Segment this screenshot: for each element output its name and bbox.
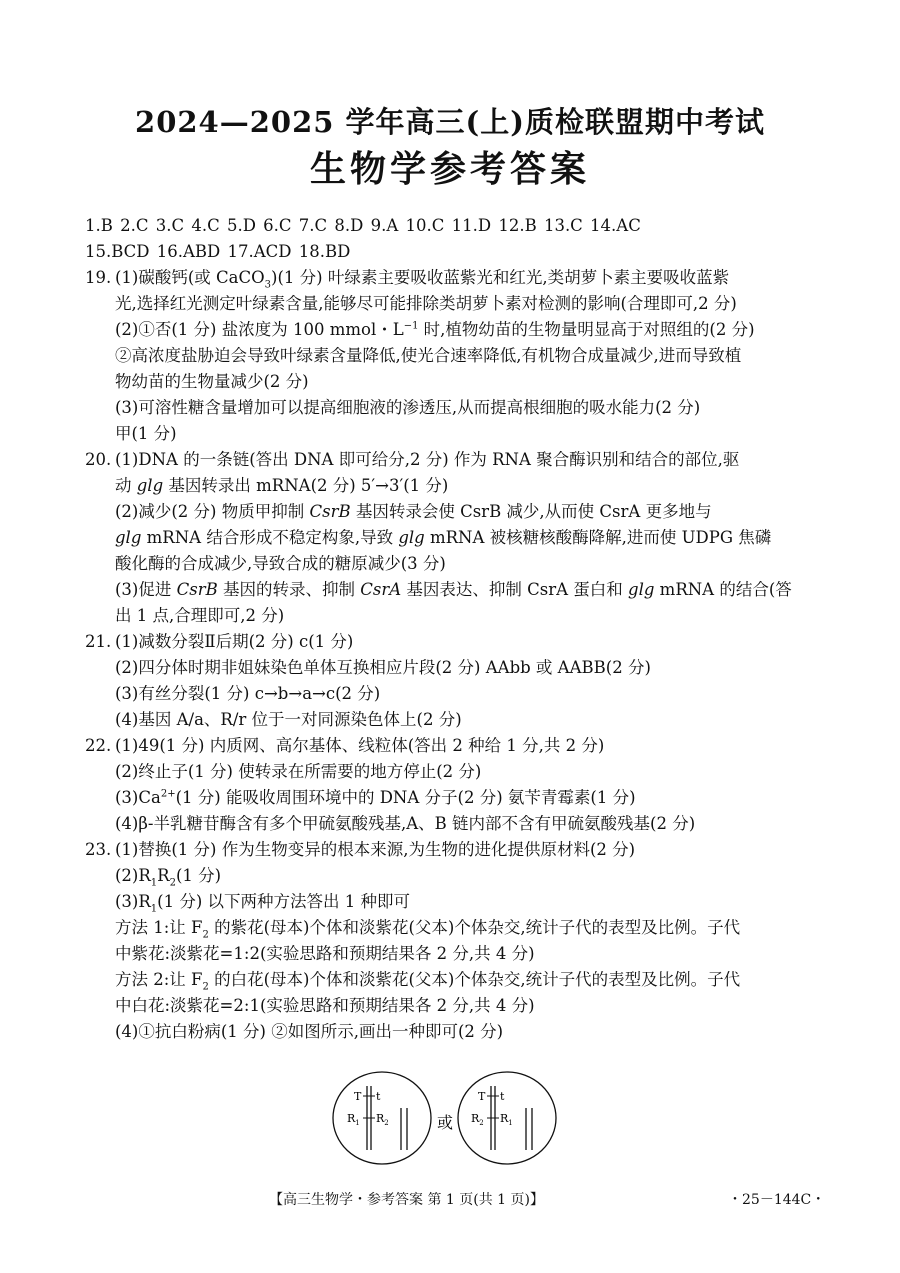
q19-line4: ②高浓度盐胁迫会导致叶绿素含量降低,使光合速率降低,有机物合成量减少,进而导致植 xyxy=(115,346,742,365)
question-22 xyxy=(85,733,830,837)
q19-line2: 光,选择红光测定叶绿素含量,能够尽可能排除类胡萝卜素对检测的影响(合理即可,2 分) xyxy=(115,294,737,313)
q23-line3b: (1 分) 以下两种方法答出 1 种即可 xyxy=(157,892,411,911)
mc-answers-row1: 1.B 2.C 3.C 4.C 5.D 6.C 7.C 8.D 9.A 10.C 11.D 12.B 13.C 14.AC xyxy=(85,216,641,235)
q22-line3b: (1 分) 能吸收周围环境中的 DNA 分子(2 分) 氨苄青霉素(1 分) xyxy=(175,788,636,807)
q23-line2c: (1 分) xyxy=(175,866,222,885)
left-label-R2: $R_2$ xyxy=(376,1112,389,1127)
chromosome-figure xyxy=(330,1068,560,1168)
q19-line5: 物幼苗的生物量减少(2 分) xyxy=(115,372,309,391)
subscript: 3 xyxy=(264,279,272,291)
question-20 xyxy=(85,447,830,629)
question-number: 22. xyxy=(85,736,112,755)
q20-line6: (3)促进 xyxy=(115,580,177,599)
connector-text: 或 xyxy=(437,1113,454,1132)
q19-line1b: )(1 分) 叶绿素主要吸收蓝紫光和红光,类胡萝卜素主要吸收蓝紫 xyxy=(271,268,730,287)
subscript: 2 xyxy=(202,929,209,941)
q23-line5: 中紫花:淡紫花=1:2(实验思路和预期结果各 2 分,共 4 分) xyxy=(115,944,535,963)
q23-line6: 方法 2:让 F xyxy=(115,970,203,989)
page-footer xyxy=(0,1189,900,1213)
q22-line1: (1)49(1 分) 内质网、高尔基体、线粒体(答出 2 种给 1 分,共 2 分) xyxy=(115,736,605,755)
gene-glg: glg xyxy=(115,528,142,547)
gene-glg: glg xyxy=(398,528,425,547)
q20-line2b: 基因转录出 mRNA(2 分) 5′→3′(1 分) xyxy=(163,476,449,495)
left-label-t: t xyxy=(376,1090,381,1103)
right-label-R1: $R_1$ xyxy=(500,1112,513,1127)
q23-line3: (3)R xyxy=(115,892,151,911)
superscript: 2+ xyxy=(160,788,176,800)
q20-line2: 动 xyxy=(115,476,137,495)
left-label-R1: $R_1$ xyxy=(347,1112,360,1127)
q23-line4: 方法 1:让 F xyxy=(115,918,203,937)
question-number: 23. xyxy=(85,840,112,859)
q20-line3: (2)减少(2 分) 物质甲抑制 xyxy=(115,502,310,521)
left-label-T: T xyxy=(354,1090,362,1103)
q20-line1: (1)DNA 的一条链(答出 DNA 即可给分,2 分) 作为 RNA 聚合酶识别和结合的部位,驱 xyxy=(115,450,740,469)
question-number: 21. xyxy=(85,632,112,651)
q21-line3: (3)有丝分裂(1 分) c→b→a→c(2 分) xyxy=(115,684,381,703)
q20-line4: mRNA 结合形成不稳定构象,导致 xyxy=(141,528,399,547)
gene-csrB: CsrB xyxy=(176,580,218,599)
q23-line6b: 的白花(母本)个体和淡紫花(父本)个体杂交,统计子代的表型及比例。子代 xyxy=(208,970,741,989)
footer-code: ・25－144C・ xyxy=(728,1192,826,1208)
q23-line2: (2)R xyxy=(115,866,151,885)
q20-line6b: 基因的转录、抑制 xyxy=(217,580,361,599)
answer-title: 生物学参考答案 xyxy=(309,148,590,190)
q21-line1: (1)减数分裂Ⅱ后期(2 分) c(1 分) xyxy=(115,632,354,651)
right-label-t: t xyxy=(500,1090,505,1103)
answer-body xyxy=(85,213,830,1045)
question-19 xyxy=(85,265,830,447)
subscript: 2 xyxy=(202,981,209,993)
q23-line4b: 的紫花(母本)个体和淡紫花(父本)个体杂交,统计子代的表型及比例。子代 xyxy=(208,918,741,937)
q21-line2: (2)四分体时期非姐妹染色单体互换相应片段(2 分) AAbb 或 AABB(2 分) xyxy=(115,658,651,677)
question-number: 19. xyxy=(85,268,112,287)
q23-line7: 中白花:淡紫花=2:1(实验思路和预期结果各 2 分,共 4 分) xyxy=(115,996,535,1015)
gene-glg: glg xyxy=(136,476,164,495)
footer-page-info: 【高三生物学・参考答案 第 1 页(共 1 页)】 xyxy=(269,1192,544,1208)
mc-answers-row2: 15.BCD 16.ABD 17.ACD 18.BD xyxy=(85,242,351,261)
gene-csrA: CsrA xyxy=(360,580,402,599)
q19-line1: (1)碳酸钙(或 CaCO xyxy=(115,268,265,287)
q22-line3: (3)Ca xyxy=(115,788,161,807)
right-label-R2: $R_2$ xyxy=(471,1112,484,1127)
q20-line3b: 基因转录会使 CsrB 减少,从而使 CsrA 更多地与 xyxy=(350,502,712,521)
question-23 xyxy=(85,837,830,1045)
q23-line8: (4)①抗白粉病(1 分) ②如图所示,画出一种即可(2 分) xyxy=(115,1022,504,1041)
q20-line4b: mRNA 被核糖核酸酶降解,进而使 UDPG 焦磷 xyxy=(424,528,772,547)
q22-line2: (2)终止子(1 分) 使转录在所需要的地方停止(2 分) xyxy=(115,762,482,781)
exam-title: 2024—2025 学年高三(上)质检联盟期中考试 xyxy=(135,105,765,139)
q23-line2b: R xyxy=(157,866,170,885)
q21-line4: (4)基因 A/a、R/r 位于一对同源染色体上(2 分) xyxy=(115,710,462,729)
q19-line6: (3)可溶性糖含量增加可以提高细胞液的渗透压,从而提高根细胞的吸水能力(2 分) xyxy=(115,398,701,417)
subscript: 1 xyxy=(150,877,158,889)
q20-line6d: mRNA 的结合(答 xyxy=(654,580,792,599)
q19-line7: 甲(1 分) xyxy=(115,424,177,443)
gene-csrB: CsrB xyxy=(309,502,351,521)
q20-line6c: 基因表达、抑制 CsrA 蛋白和 xyxy=(401,580,629,599)
superscript: −1 xyxy=(403,320,419,332)
question-number: 20. xyxy=(85,450,112,469)
q22-line4: (4)β-半乳糖苷酶含有多个甲硫氨酸残基,A、B 链内部不含有甲硫氨酸残基(2 分) xyxy=(115,814,696,833)
subscript: 1 xyxy=(150,903,158,915)
q20-line5: 酸化酶的合成减少,导致合成的糖原减少(3 分) xyxy=(115,554,446,573)
right-label-T: T xyxy=(478,1090,486,1103)
gene-glg: glg xyxy=(628,580,655,599)
question-21 xyxy=(85,629,830,733)
q20-line7: 出 1 点,合理即可,2 分) xyxy=(115,606,285,625)
q23-line1: (1)替换(1 分) 作为生物变异的根本来源,为生物的进化提供原材料(2 分) xyxy=(115,840,636,859)
q19-line3: (2)①否(1 分) 盐浓度为 100 mmol・L xyxy=(115,320,404,339)
q19-line3b: 时,植物幼苗的生物量明显高于对照组的(2 分) xyxy=(418,320,755,339)
subscript: 2 xyxy=(169,877,176,889)
